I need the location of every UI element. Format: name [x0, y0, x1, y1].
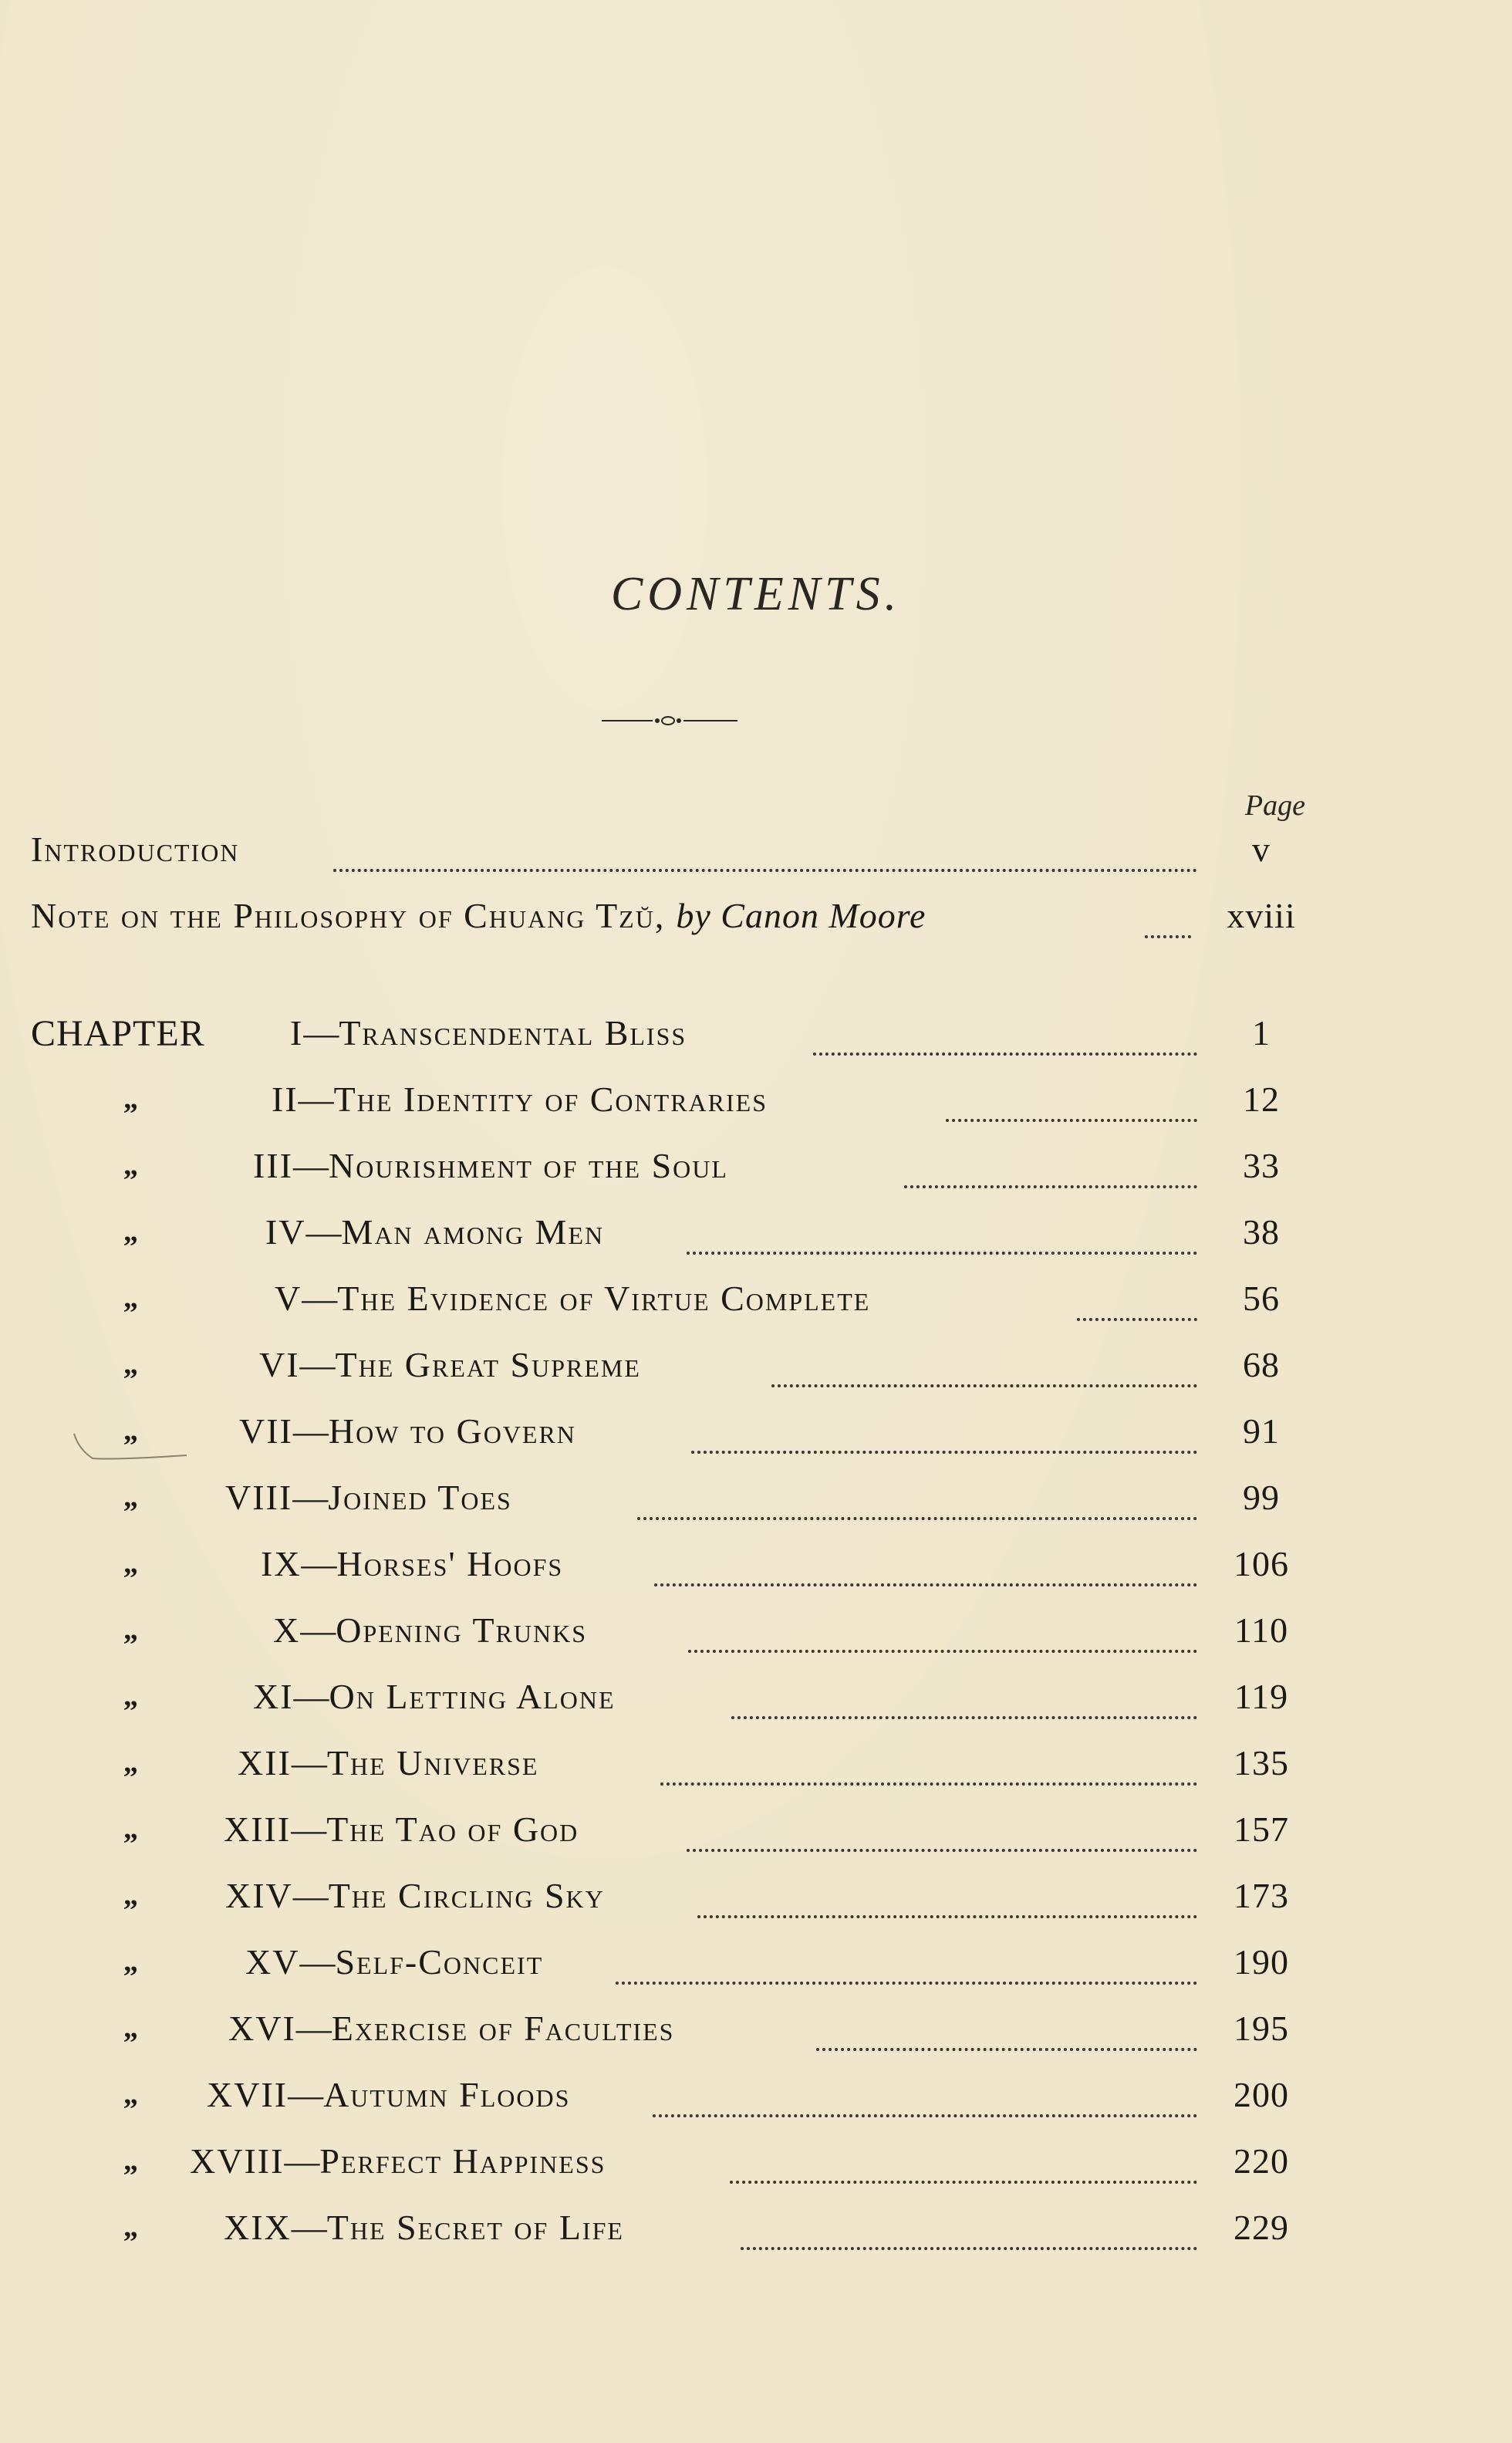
ditto-mark: „: [123, 1215, 138, 1248]
chapter-number: IV: [265, 1212, 306, 1252]
dot-leader: [691, 1411, 1197, 1454]
ditto-mark: „: [123, 1083, 138, 1115]
chapter-page-number: 33: [1243, 1146, 1280, 1185]
dot-leader: [697, 1875, 1197, 1918]
chapter-number: II: [272, 1080, 299, 1119]
chapter-entry: VIII—Joined Toes: [225, 1478, 512, 1517]
chapter-entry: IV—Man among Men: [265, 1212, 605, 1252]
chapter-page-number: 68: [1243, 1345, 1280, 1384]
ditto-mark: „: [123, 1746, 138, 1779]
dot-leader: [731, 1676, 1197, 1719]
chapter-row-7: [0, 1411, 1512, 1457]
chapter-title: The Identity of Contraries: [333, 1080, 768, 1119]
chapter-title: Man among Men: [341, 1212, 605, 1252]
ditto-mark: „: [123, 1149, 138, 1181]
chapter-title: Exercise of Faculties: [331, 2009, 675, 2048]
chapter-number: VII: [239, 1411, 293, 1451]
chapter-row-15: [0, 1941, 1512, 1988]
chapter-row-2: [0, 1079, 1512, 1125]
chapter-row-3: [0, 1145, 1512, 1191]
chapter-page-number: 12: [1243, 1080, 1280, 1119]
ditto-mark: „: [123, 2211, 138, 2243]
chapter-page-number: 229: [1234, 2208, 1289, 2247]
chapter-title: The Secret of Life: [326, 2208, 624, 2247]
chapter-title: Horses' Hoofs: [336, 1544, 564, 1583]
chapter-page-number: 135: [1234, 1743, 1289, 1782]
entry-title-text: Note on the Philosophy of Chuang Tzŭ,: [31, 896, 666, 935]
chapter-title: The Great Supreme: [335, 1345, 641, 1384]
chapter-row-9: [0, 1543, 1512, 1590]
chapter-entry: XIII—The Tao of God: [224, 1809, 579, 1849]
chapter-title: Self-Conceit: [335, 1942, 544, 1982]
chapter-entry: VI—The Great Supreme: [259, 1345, 641, 1384]
dot-leader: [904, 1145, 1197, 1188]
ditto-mark: „: [123, 1613, 138, 1646]
chapter-page-number: 91: [1243, 1411, 1280, 1451]
entry-title-italic: by Canon Moore: [676, 896, 926, 935]
dot-leader: [660, 1742, 1197, 1786]
chapter-number: XI: [253, 1677, 294, 1716]
chapter-title: Opening Trunks: [336, 1610, 588, 1650]
chapter-entry: III—Nourishment of the Soul: [253, 1146, 728, 1185]
chapter-row-13: [0, 1809, 1512, 1855]
chapter-row-14: [0, 1875, 1512, 1921]
chapter-row-17: [0, 2074, 1512, 2120]
chapter-row-18: [0, 2141, 1512, 2187]
chapter-page-number: 190: [1234, 1942, 1289, 1982]
chapter-number: I: [290, 1013, 304, 1053]
page-column-heading: Page: [1244, 789, 1305, 822]
ditto-mark: „: [123, 2012, 138, 2044]
chapter-row-1: [0, 1012, 1512, 1059]
chapter-page-number: 119: [1234, 1677, 1289, 1716]
chapter-number: VI: [259, 1345, 300, 1384]
chapter-number: VIII: [225, 1478, 293, 1517]
chapter-entry: VII—How to Govern: [239, 1411, 576, 1451]
chapter-page-number: 38: [1243, 1212, 1280, 1252]
chapter-number: III: [253, 1146, 293, 1185]
dot-leader: [741, 2207, 1197, 2250]
ditto-mark: „: [123, 1414, 138, 1447]
chapter-row-6: [0, 1344, 1512, 1390]
ditto-mark: „: [123, 2144, 138, 2177]
chapter-entry: XII—The Universe: [238, 1743, 539, 1782]
chapter-page-number: 173: [1234, 1876, 1289, 1915]
dot-leader: [1145, 895, 1191, 938]
toc-entry-introduction: [0, 829, 1512, 875]
dot-leader: [946, 1079, 1197, 1122]
chapter-entry: IX—Horses' Hoofs: [261, 1544, 564, 1583]
chapter-number: XII: [238, 1743, 292, 1782]
chapter-title: How to Govern: [328, 1411, 576, 1451]
dot-leader: [816, 2008, 1197, 2051]
chapter-entry: XVII—Autumn Floods: [207, 2075, 571, 2114]
entry-title: Introduction: [31, 830, 240, 869]
dot-leader: [1077, 1278, 1197, 1321]
ornament-divider: [602, 713, 737, 728]
ditto-mark: „: [123, 1680, 138, 1712]
chapter-number: XVIII: [190, 2141, 285, 2181]
chapter-title: The Tao of God: [326, 1809, 579, 1849]
entry-page-number: v: [1252, 830, 1271, 869]
dot-leader: [687, 1211, 1197, 1255]
chapter-title: Autumn Floods: [323, 2075, 571, 2114]
chapter-number: X: [273, 1610, 301, 1650]
ditto-mark: „: [123, 1813, 138, 1845]
ditto-mark: „: [123, 1945, 138, 1978]
dot-leader: [771, 1344, 1197, 1387]
chapter-title: On Letting Alone: [329, 1677, 616, 1716]
chapter-page-number: 220: [1234, 2141, 1289, 2181]
chapter-number: XIII: [224, 1809, 292, 1849]
chapter-entry: XIV—The Circling Sky: [225, 1876, 605, 1915]
chapter-page-number: 1: [1252, 1013, 1271, 1053]
ditto-mark: „: [123, 2078, 138, 2110]
ditto-mark: „: [123, 1348, 138, 1380]
chapter-page-number: 99: [1243, 1478, 1280, 1517]
chapter-label: CHAPTER: [31, 1013, 205, 1054]
chapter-entry: X—Opening Trunks: [273, 1610, 588, 1650]
chapter-entry: XV—Self-Conceit: [245, 1942, 544, 1982]
chapter-title: Perfect Happiness: [319, 2141, 606, 2181]
chapter-page-number: 157: [1234, 1809, 1289, 1849]
chapter-entry: I—Transcendental Bliss: [290, 1013, 687, 1053]
chapter-title: Transcendental Bliss: [339, 1013, 687, 1053]
chapter-entry: XVIII—Perfect Happiness: [190, 2141, 606, 2181]
dot-leader: [616, 1941, 1197, 1985]
entry-page-number: xviii: [1227, 896, 1296, 935]
chapter-title: The Universe: [326, 1743, 539, 1782]
chapter-row-8: [0, 1477, 1512, 1523]
ditto-mark: „: [123, 1282, 138, 1314]
entry-title: [31, 895, 926, 936]
dot-leader: [730, 2141, 1197, 2184]
chapter-title: Nourishment of the Soul: [328, 1146, 728, 1185]
ditto-mark: „: [123, 1547, 138, 1580]
chapter-row-4: [0, 1211, 1512, 1258]
chapter-number: XV: [245, 1942, 300, 1982]
toc-entry-note: [0, 895, 1512, 941]
chapter-title: The Circling Sky: [328, 1876, 605, 1915]
chapter-page-number: 56: [1243, 1279, 1280, 1318]
dot-leader: [813, 1012, 1197, 1056]
dot-leader: [654, 1543, 1197, 1586]
chapter-title: The Evidence of Virtue Complete: [337, 1279, 871, 1318]
page-title: CONTENTS.: [610, 568, 902, 620]
chapter-row-12: [0, 1742, 1512, 1789]
chapter-page-number: 110: [1234, 1610, 1289, 1650]
chapter-row-19: [0, 2207, 1512, 2253]
chapter-entry: XVI—Exercise of Faculties: [228, 2009, 675, 2048]
dot-leader: [637, 1477, 1197, 1520]
ditto-mark: „: [123, 1481, 138, 1513]
chapter-page-number: 195: [1234, 2009, 1289, 2048]
chapter-entry: XIX—The Secret of Life: [224, 2208, 624, 2247]
chapter-row-11: [0, 1676, 1512, 1722]
chapter-number: IX: [261, 1544, 302, 1583]
chapter-number: XVI: [228, 2009, 296, 2048]
dot-leader: [687, 1809, 1197, 1852]
chapter-title: Joined Toes: [328, 1478, 512, 1517]
chapter-row-5: [0, 1278, 1512, 1324]
chapter-entry: II—The Identity of Contraries: [272, 1080, 768, 1119]
chapter-page-number: 106: [1234, 1544, 1289, 1583]
chapter-number: XVII: [207, 2075, 289, 2114]
chapter-number: XIV: [225, 1876, 293, 1915]
chapter-row-10: [0, 1610, 1512, 1656]
chapter-entry: V—The Evidence of Virtue Complete: [275, 1279, 871, 1318]
ditto-mark: „: [123, 1879, 138, 1911]
chapter-page-number: 200: [1234, 2075, 1289, 2114]
chapter-number: XIX: [224, 2208, 292, 2247]
chapter-entry: XI—On Letting Alone: [253, 1677, 616, 1716]
dot-leader: [653, 2074, 1197, 2117]
chapter-number: V: [275, 1279, 302, 1318]
dot-leader: [688, 1610, 1197, 1653]
dot-leader: [333, 829, 1197, 872]
chapter-row-16: [0, 2008, 1512, 2054]
